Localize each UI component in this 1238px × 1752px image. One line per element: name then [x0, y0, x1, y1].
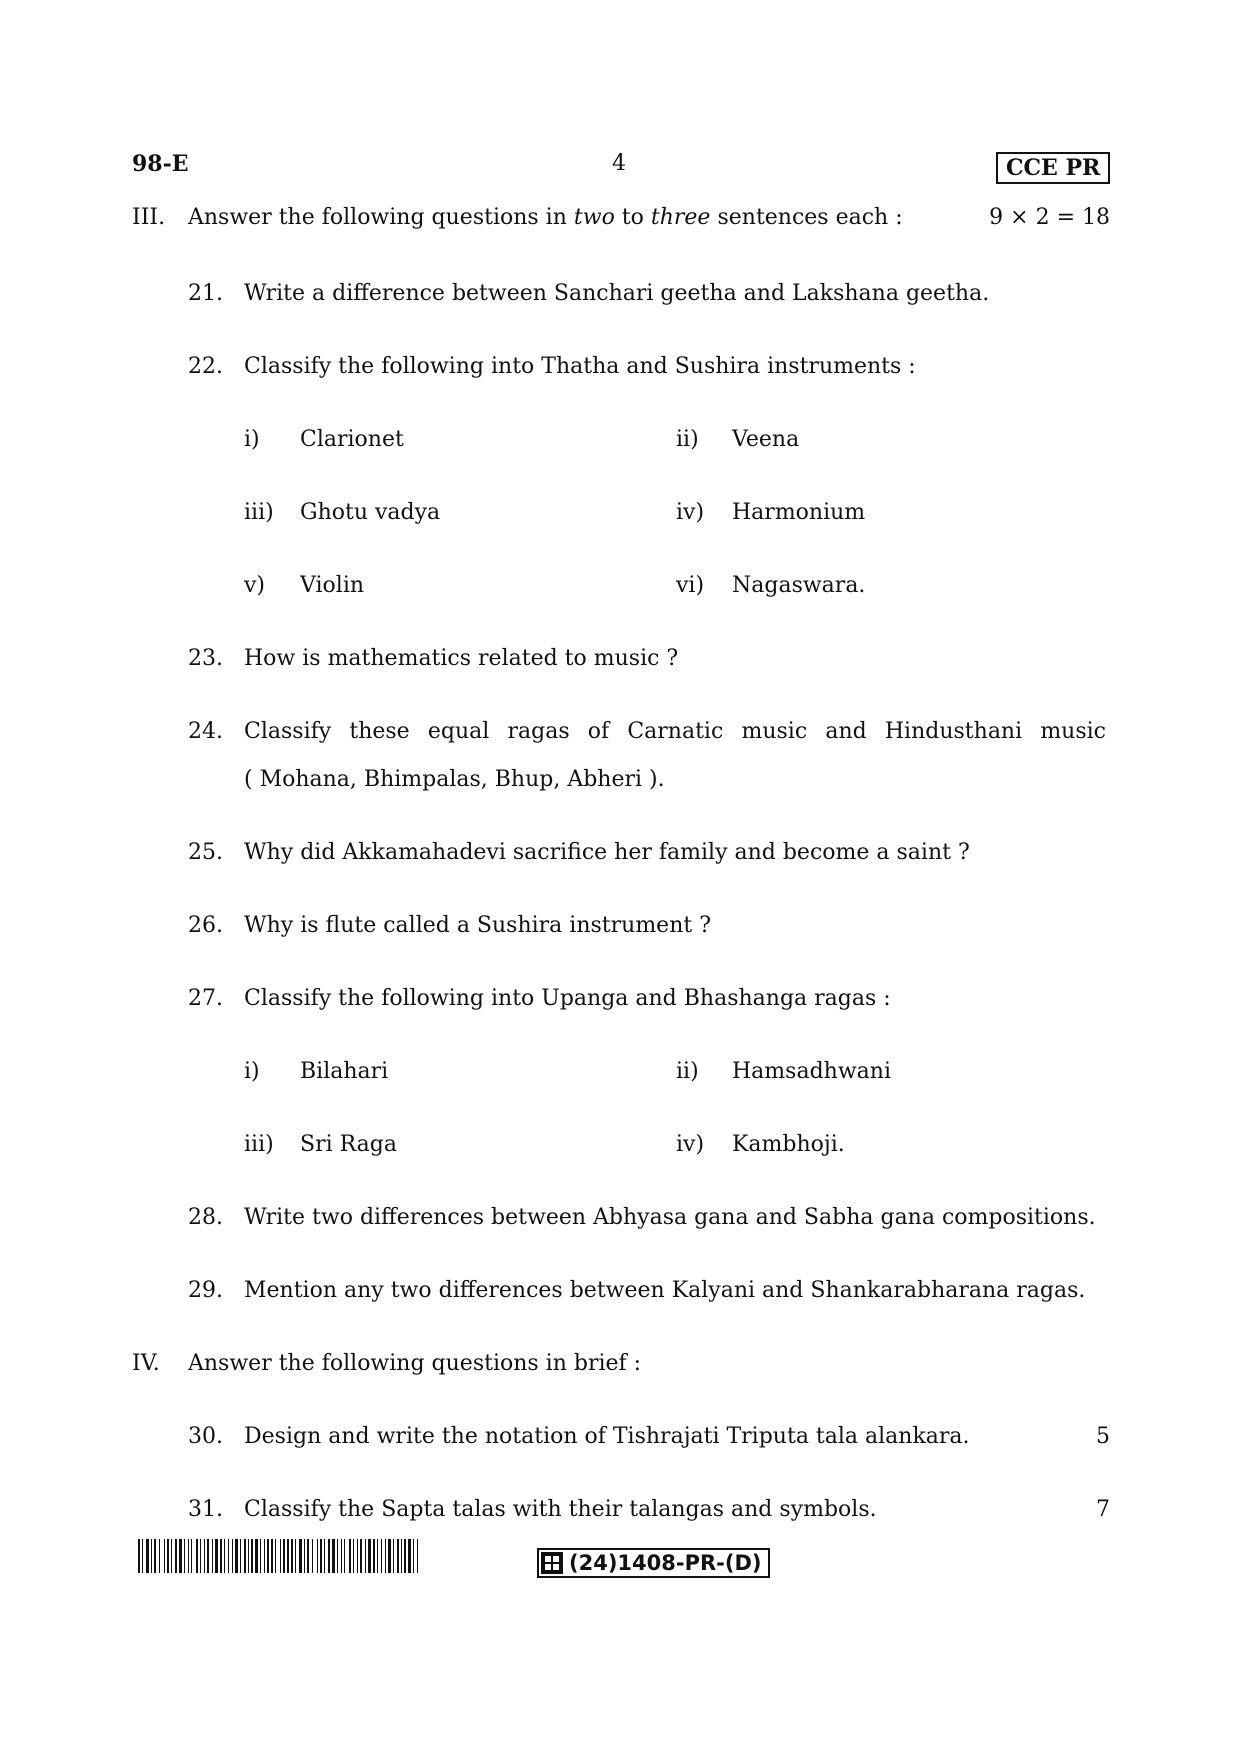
option-value: Veena: [732, 427, 800, 452]
word: these: [349, 719, 410, 744]
question-text-justified: [244, 717, 1106, 747]
question-text: Classify the following into Thatha and Sushira instruments :: [244, 354, 916, 379]
option-value: Hamsadhwani: [732, 1059, 891, 1084]
question-number: 22.: [188, 354, 223, 379]
option-value: Clarionet: [300, 427, 404, 452]
option-label: ii): [676, 1059, 699, 1084]
word: ragas: [507, 719, 570, 744]
page-number: 4: [612, 151, 626, 176]
word: of: [587, 719, 610, 744]
word: music: [1040, 719, 1106, 744]
question-text: Why is flute called a Sushira instrument ?: [244, 913, 711, 938]
instruction-emphasis-two: two: [573, 205, 615, 230]
option-value: Harmonium: [732, 500, 866, 525]
question-number: 24.: [188, 719, 223, 744]
series-code-box: CCE PR: [996, 152, 1110, 184]
footer-code-text: (24)1408-PR-(D): [569, 1551, 762, 1575]
option-value: Sri Raga: [300, 1132, 398, 1157]
option-value: Violin: [300, 573, 365, 598]
question-text: Write a difference between Sanchari geetha and Lakshana geetha.: [244, 281, 990, 306]
option-label: ii): [676, 427, 699, 452]
instruction-emphasis-three: three: [650, 205, 711, 230]
word: Hindusthani: [884, 719, 1023, 744]
section-four-instruction: Answer the following questions in brief :: [188, 1351, 642, 1376]
question-number: 27.: [188, 986, 223, 1011]
option-label: iii): [244, 1132, 274, 1157]
word: Carnatic: [627, 719, 724, 744]
question-text: Why did Akkamahadevi sacrifice her family and become a saint ?: [244, 840, 970, 865]
instruction-text: sentences each :: [710, 205, 903, 230]
word: Classify: [244, 719, 332, 744]
question-marks: 5: [1096, 1424, 1110, 1449]
section-three-instruction: [188, 203, 903, 233]
question-number: 31.: [188, 1497, 223, 1522]
question-marks: 7: [1096, 1497, 1110, 1522]
question-text: Design and write the notation of Tishrajati Triputa tala alankara.: [244, 1424, 970, 1449]
option-value: Ghotu vadya: [300, 500, 441, 525]
question-number: 30.: [188, 1424, 223, 1449]
question-number: 29.: [188, 1278, 223, 1303]
option-label: iii): [244, 500, 274, 525]
word: equal: [427, 719, 490, 744]
option-value: Kambhoji.: [732, 1132, 845, 1157]
question-number: 21.: [188, 281, 223, 306]
barcode-icon: [138, 1539, 418, 1573]
option-label: v): [244, 573, 266, 598]
section-three-marks: 9 × 2 = 18: [989, 205, 1110, 230]
question-text: Write two differences between Abhyasa gana and Sabha gana compositions.: [244, 1205, 1096, 1230]
question-text-continued: ( Mohana, Bhimpalas, Bhup, Abheri ).: [244, 767, 665, 792]
instruction-text: to: [614, 205, 651, 230]
word: music: [741, 719, 808, 744]
question-number: 28.: [188, 1205, 223, 1230]
paper-code-footer: [537, 1548, 770, 1578]
question-number: 26.: [188, 913, 223, 938]
question-number: 25.: [188, 840, 223, 865]
option-label: iv): [676, 500, 705, 525]
option-value: Nagaswara.: [732, 573, 866, 598]
section-three-numeral: III.: [132, 205, 166, 230]
question-text: How is mathematics related to music ?: [244, 646, 679, 671]
option-label: vi): [676, 573, 705, 598]
instruction-text: Answer the following questions in: [188, 205, 574, 230]
word: and: [825, 719, 867, 744]
option-value: Bilahari: [300, 1059, 389, 1084]
question-text: Classify the Sapta talas with their talangas and symbols.: [244, 1497, 877, 1522]
option-label: iv): [676, 1132, 705, 1157]
question-text: Mention any two differences between Kalyani and Shankarabharana ragas.: [244, 1278, 1086, 1303]
section-four-numeral: IV.: [132, 1351, 160, 1376]
option-label: i): [244, 427, 260, 452]
question-number: 23.: [188, 646, 223, 671]
paper-code: 98-E: [132, 151, 189, 177]
question-text: Classify the following into Upanga and Bhashanga ragas :: [244, 986, 891, 1011]
qr-code-icon: [541, 1552, 563, 1574]
option-label: i): [244, 1059, 260, 1084]
